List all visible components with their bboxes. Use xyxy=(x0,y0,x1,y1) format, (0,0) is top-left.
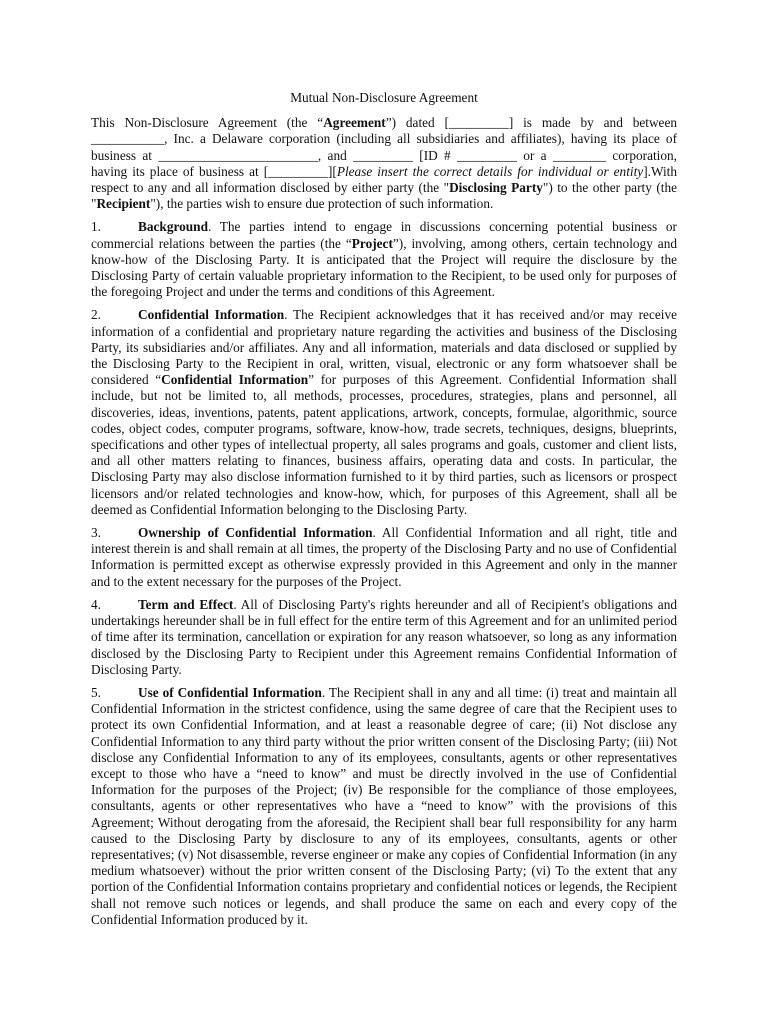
disclosing-party-term: Disclosing Party xyxy=(449,180,543,196)
section-number: 3. xyxy=(91,525,101,541)
section-confidential-information xyxy=(91,307,677,518)
recipient-term: Recipient xyxy=(96,196,151,212)
intro-text-4: ") to the other party (the " xyxy=(91,180,677,212)
section-heading: Ownership of Confidential Information xyxy=(138,525,373,541)
agreement-term: Agreement xyxy=(323,115,386,131)
section-number: 4. xyxy=(91,596,101,612)
section-heading: Use of Confidential Information xyxy=(138,684,322,700)
section-ownership xyxy=(91,525,677,590)
section-text: ”), involving, among others, certain technology and know-how of the Disclosing Party. It is anticipated that the Project will require the disclosure by the Disclosing Party of certain valuable proprietary information to the Recipient, to be used only for purposes of the foregoing Project and under the terms and conditions of this Agreement. xyxy=(91,235,677,300)
insert-details-note: Please insert the correct details for individual or entity xyxy=(336,163,644,179)
section-heading: Background xyxy=(138,219,208,235)
section-heading: Term and Effect xyxy=(138,596,234,612)
section-heading: Confidential Information xyxy=(138,307,285,323)
section-number: 2. xyxy=(91,307,101,323)
section-text: . The Recipient acknowledges that it has received and/or may receive information of a confidential and proprietary nature regarding the activities and business of the Disclosing Party, its subsidiaries and/or affiliates. Any and all information, materials and data disclosed or supplied by the Disclosing Party to the Recipient in oral, written, visual, electronic or any form whatsoever shall be considered “ xyxy=(91,307,677,388)
intro-text-3: ].With respect to any and all information disclosed by either party (the " xyxy=(91,163,677,196)
section-text: . All of Disclosing Party's rights hereunder and all of Recipient's obligations and undertakings hereunder shall be in full effect for the entire term of this Agreement and for an unlimited period of time after its termination, cancellation or expiration for any reason whatsoever, so long as any information disclosed by the Disclosing Party to Recipient under this Agreement remains Confidential Information of Disclosing Party. xyxy=(91,596,677,677)
intro-text-1: This Non-Disclosure Agreement (the “ xyxy=(91,115,324,131)
confidential-information-term: Confidential Information xyxy=(161,372,309,388)
section-text: . The parties intend to engage in discussions concerning potential business or commercial relations between the parties (the “ xyxy=(91,219,677,251)
section-use-of-confidential-information xyxy=(91,685,677,928)
document-page xyxy=(91,90,677,935)
section-text: . The Recipient shall in any and all time: (i) treat and maintain all Confidential Information in the strictest confidence, using the same degree of care that the Recipient uses to protect its own Confidential Information, and at least a reasonable degree of care; (ii) Not disclose any Confidential Information to any third party without the prior written consent of the Disclosing Party; (iii) Not disclose any Confidential Information to any of its employees, consultants, agents or other representatives except to those who have a “need to know” and must be directly involved in the use of Confidential Information for the purposes of the Project; (iv) Be responsible for the compliance of those employees, consultants, agents or other representatives who have a “need to know” with the provisions of this Agreement; Without derogating from the aforesaid, the Recipient shall bear full responsibility for any harm caused to the Disclosing Party by disclosure to any of its employees, consultants, agents or other representatives; (v) Not disassemble, reverse engineer or make any copies of Confidential Information (in any medium whatsoever) without the prior written consent of the Disclosing Party; (vi) To the extent that any portion of the Confidential Information contains proprietary and confidential notices or legends, the Recipient shall not remove such notices or legends, and shall produce the same on each and every copy of the Confidential Information produced by it. xyxy=(91,684,677,927)
section-background xyxy=(91,219,677,300)
section-number: 1. xyxy=(91,219,101,235)
section-number: 5. xyxy=(91,684,101,700)
intro-paragraph xyxy=(91,115,677,212)
section-text: . All Confidential Information and all right, title and interest therein is and shall remain at all times, the property of the Disclosing Party and no use of Confidential Information is permitted except as otherwise expressly provided in this Agreement and only in the manner and to the extent necessary for the purposes of the Project. xyxy=(91,525,677,589)
section-text: ” for purposes of this Agreement. Confidential Information shall include, but not be limited to, all methods, processes, procedures, strategies, plans and personnel, all discoveries, ideas, inventions, patents, patent applications, artwork, concepts, formulae, algorithmic, source codes, object codes, computer programs, software, know-how, trade secrets, techniques, designs, blueprints, specifications and other types of intellectual property, all sales programs and goals, customer and client lists, and all other matters relating to finances, business affairs, operating data and costs. In particular, the Disclosing Party may also disclose information furnished to it by third parties, such as licensors or prospect licensors and/or related technologies and know-how, which, for purposes of this Agreement, shall all be deemed as Confidential Information belonging to the Disclosing Party. xyxy=(91,372,677,517)
document-title: Mutual Non-Disclosure Agreement xyxy=(290,90,478,105)
project-term: Project xyxy=(351,235,393,251)
section-term-and-effect xyxy=(91,597,677,678)
intro-text-5: "), the parties wish to ensure due protection of such information. xyxy=(150,196,494,212)
intro-text-2: ”) dated [_________] is made by and between ___________, Inc. a Delaware corporation (including all subsidiaries and affiliates), having its place of business at ________________________, and _________ [ID # _________ or a ________ corporation, having its place of business at [_________][ xyxy=(91,115,678,179)
